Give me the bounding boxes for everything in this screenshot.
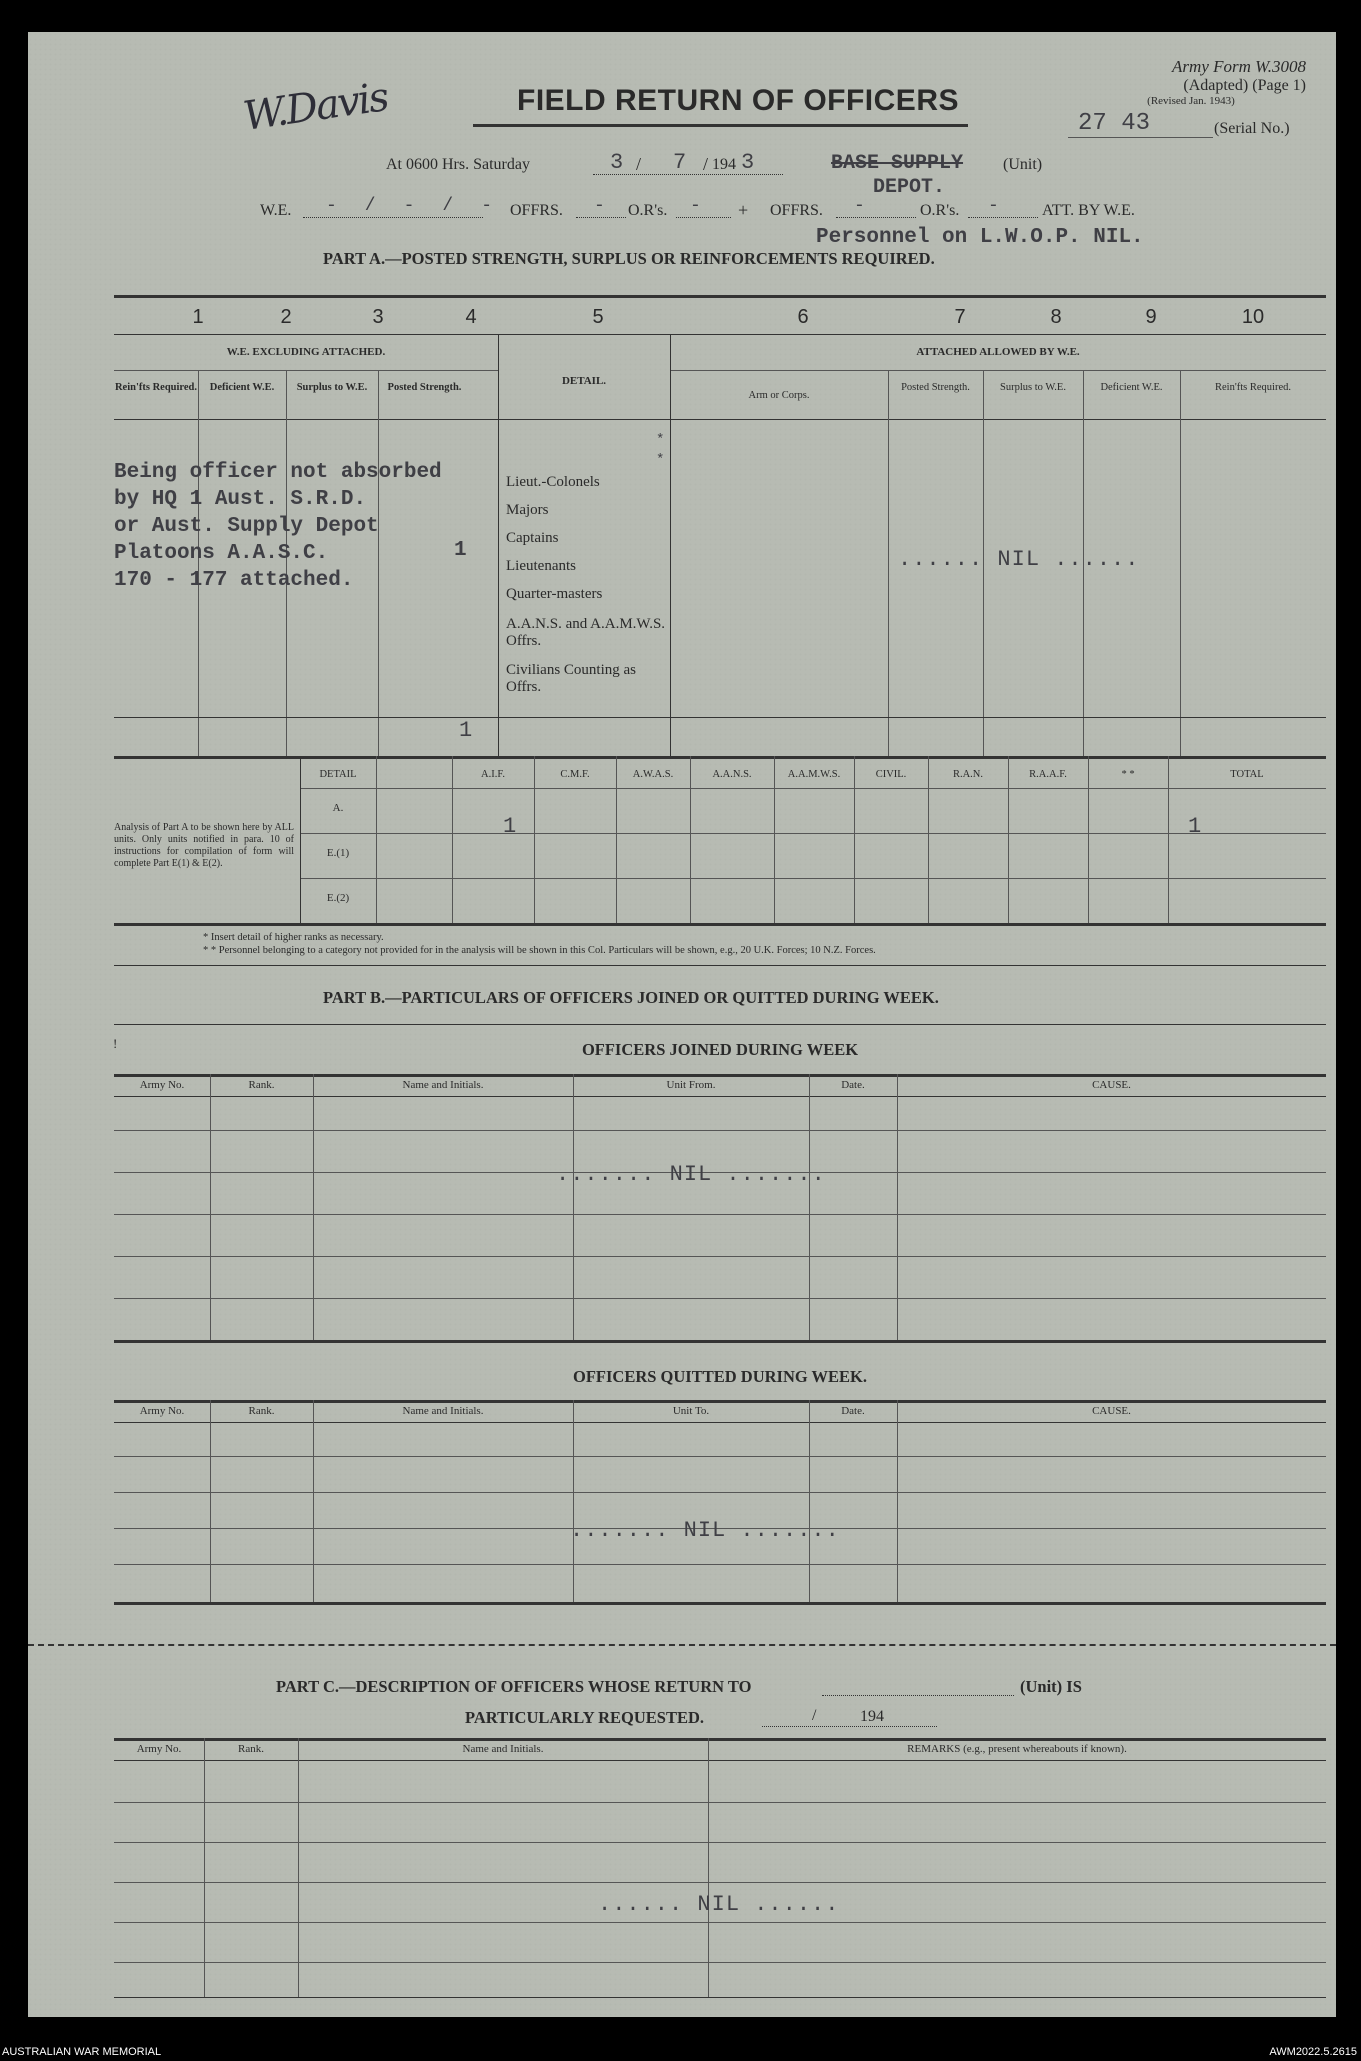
we-label: W.E. — [260, 202, 292, 219]
table-row-rule — [114, 1564, 1326, 1565]
part-a-left-header: Posted Strength. — [387, 382, 462, 393]
part-a-subheader-rule-right — [670, 370, 1326, 371]
table-column-line — [313, 1400, 314, 1602]
column-number: 6 — [797, 306, 809, 328]
column-number: 2 — [280, 306, 292, 328]
part-a-left-header: Surplus to W.E. — [296, 382, 368, 393]
part-a-stars: * * — [656, 432, 665, 468]
analysis-column-line — [1088, 756, 1089, 923]
table-bottom-rule — [114, 1997, 1326, 1998]
table-header-cell: Name and Initials. — [462, 1743, 544, 1755]
table-row-rule — [114, 1492, 1326, 1493]
rank-detail-item: Lieutenants — [506, 558, 576, 574]
analysis-column-line — [616, 756, 617, 923]
footer-left: AUSTRALIAN WAR MEMORIAL — [2, 2046, 162, 2058]
part-a-column-line — [888, 370, 889, 756]
table-header-cell: Date. — [841, 1079, 865, 1091]
part-a-total-rule — [114, 717, 1326, 718]
rank-detail-item: Captains — [506, 530, 559, 546]
ors-label-2: O.R's. — [920, 202, 960, 219]
analysis-header: A.I.F. — [481, 769, 505, 780]
column-number: 10 — [1241, 306, 1265, 328]
part-a-top-rule — [114, 295, 1326, 298]
table-column-line — [573, 1074, 574, 1340]
part-b-title-rule — [114, 1024, 1326, 1025]
table-header-cell: Name and Initials. — [402, 1079, 484, 1091]
quitted-nil: ....... NIL ....... — [570, 1518, 840, 1543]
table-column-line — [897, 1400, 898, 1602]
part-a-right-header: Surplus to W.E. — [1000, 382, 1066, 393]
part-a-left-header: Rein'fts Required. — [114, 382, 198, 393]
footnote-1: * Insert detail of higher ranks as necessary. — [203, 932, 384, 943]
table-header-cell: Date. — [841, 1405, 865, 1417]
part-c-dashed-separator — [28, 1644, 1336, 1646]
form-title: FIELD RETURN OF OFFICERS — [517, 84, 959, 117]
part-a-column-line — [1180, 370, 1181, 756]
table-header-cell: Rank. — [248, 1079, 275, 1091]
attachment-note: Being officer not absorbed by HQ 1 Aust. S.R.D. or Aust. Supply Depot Platoons A.A.S.C. 170 - 177 attached. — [114, 461, 442, 592]
rank-detail-item: Civilians Counting as Offrs. — [506, 662, 637, 695]
analysis-column-line — [774, 756, 775, 923]
part-a-left-header: Deficient W.E. — [209, 382, 275, 393]
table-top-rule — [114, 1400, 1326, 1403]
offrs-dash-2: - — [854, 196, 865, 216]
table-column-line — [210, 1400, 211, 1602]
joined-title: OFFICERS JOINED DURING WEEK — [581, 1040, 859, 1059]
part-c-line2-start: PARTICULARLY REQUESTED. — [465, 1708, 705, 1727]
ors-dash: - — [690, 196, 701, 216]
table-row-rule — [114, 1802, 1326, 1803]
table-top-rule — [114, 1738, 1326, 1741]
analysis-row-rule-1 — [300, 833, 1326, 834]
offrs-value-line-2 — [836, 204, 916, 218]
column-number: 3 — [372, 306, 384, 328]
table-bottom-rule — [114, 1602, 1326, 1605]
we-excluding-header: W.E. EXCLUDING ATTACHED. — [226, 346, 386, 358]
report-year-prefix: 194 — [712, 156, 736, 173]
table-row-rule — [114, 1922, 1326, 1923]
table-header-cell: CAUSE. — [1092, 1079, 1131, 1091]
analysis-column-line — [534, 756, 535, 923]
form-paper — [28, 32, 1336, 2017]
table-header-rule — [114, 1422, 1326, 1423]
table-header-cell: Rank. — [248, 1405, 275, 1417]
analysis-row-rule-2 — [300, 878, 1326, 879]
column-number: 1 — [192, 306, 204, 328]
analysis-bottom-rule — [114, 923, 1326, 926]
part-a-right-header: Deficient W.E. — [1100, 382, 1163, 393]
part-c-date-line — [762, 1711, 937, 1727]
footer-right: AWM2022.5.2615 — [1269, 2046, 1357, 2058]
part-a-right-header: Posted Strength. — [901, 382, 970, 393]
serial-underline — [1068, 137, 1213, 138]
part-a-right-header: Arm or Corps. — [748, 390, 810, 401]
report-month: 7 — [673, 150, 687, 175]
analysis-header: A.A.N.S. — [712, 769, 752, 780]
part-a-bottom-rule — [114, 756, 1326, 759]
part-a-subheader-rule-left — [114, 370, 498, 371]
analysis-header: R.A.N. — [952, 769, 984, 780]
table-row-rule — [114, 1130, 1326, 1131]
analysis-column-line — [690, 756, 691, 923]
ors-value-line-2 — [968, 204, 1038, 218]
table-header-rule — [114, 1096, 1326, 1097]
analysis-header: TOTAL — [1230, 769, 1264, 780]
table-column-line — [298, 1738, 299, 1997]
quitted-title: OFFICERS QUITTED DURING WEEK. — [573, 1367, 867, 1386]
column-number: 4 — [465, 306, 477, 328]
detail-header: DETAIL. — [561, 375, 607, 387]
column-number: 5 — [592, 306, 604, 328]
analysis-column-line — [452, 756, 453, 923]
table-column-line — [210, 1074, 211, 1340]
table-header-cell: Unit From. — [666, 1079, 716, 1091]
table-column-line — [573, 1400, 574, 1602]
unit-value-line2: DEPOT. — [873, 176, 946, 199]
rank-detail-item: A.A.N.S. and A.A.M.W.S. Offrs. — [506, 616, 666, 649]
table-column-line — [809, 1074, 810, 1340]
analysis-column-line — [854, 756, 855, 923]
revised-note: (Revised Jan. 1943) — [1147, 95, 1235, 107]
part-c-nil: ...... NIL ...... — [598, 1892, 840, 1917]
table-row-rule — [114, 1842, 1326, 1843]
table-row-rule — [114, 1256, 1326, 1257]
date-sep-1: / — [636, 154, 642, 174]
part-c-year-prefix: 194 — [860, 1708, 884, 1725]
serial-number-value: 27 43 — [1078, 110, 1151, 137]
offrs-label-2: OFFRS. — [770, 202, 823, 219]
plus-sign: + — [738, 200, 749, 220]
ors-label: O.R's. — [628, 202, 668, 219]
table-column-line — [204, 1738, 205, 1997]
table-row-rule — [114, 1962, 1326, 1963]
total-posted-strength: 1 — [459, 718, 473, 743]
part-c-unit-line — [822, 1680, 1014, 1696]
we-value: -/-/- — [326, 196, 521, 216]
part-a-title: PART A.—POSTED STRENGTH, SURPLUS OR REINFORCEMENTS REQUIRED. — [323, 249, 935, 268]
adapted-note: (Adapted) (Page 1) — [1183, 77, 1306, 94]
table-top-rule — [114, 1074, 1326, 1077]
analysis-header: DETAIL — [319, 769, 357, 780]
table-header-cell: CAUSE. — [1092, 1405, 1131, 1417]
part-a-column-line — [498, 334, 499, 756]
serial-label: (Serial No.) — [1214, 120, 1290, 137]
attached-nil: ...... NIL ...... — [898, 547, 1140, 572]
analysis-column-line — [1008, 756, 1009, 923]
report-day: 3 — [610, 150, 624, 175]
analysis-aif-a: 1 — [503, 814, 517, 839]
analysis-header: A.W.A.S. — [632, 769, 674, 780]
table-column-line — [897, 1074, 898, 1340]
lwop-note: Personnel on L.W.O.P. NIL. — [816, 226, 1144, 249]
offrs-label: OFFRS. — [510, 202, 563, 219]
table-header-rule — [114, 1760, 1326, 1761]
analysis-header: R.A.A.F. — [1029, 769, 1067, 780]
column-number: 8 — [1050, 306, 1062, 328]
table-row-rule — [114, 1214, 1326, 1215]
analysis-row-label: A. — [332, 802, 344, 814]
report-time: At 0600 Hrs. Saturday — [386, 156, 530, 173]
table-row-rule — [114, 1882, 1326, 1883]
table-header-cell: Name and Initials. — [402, 1405, 484, 1417]
table-row-rule — [114, 1456, 1326, 1457]
army-form-number: Army Form W.3008 — [1172, 57, 1306, 76]
rank-detail-item: Lieut.-Colonels — [506, 474, 600, 490]
signature: W.Davis — [240, 74, 391, 140]
rank-detail-item: Majors — [506, 502, 549, 518]
analysis-header: C.M.F. — [560, 769, 590, 780]
table-column-line — [708, 1738, 709, 1997]
table-column-line — [809, 1400, 810, 1602]
att-label: ATT. BY W.E. — [1042, 202, 1135, 219]
analysis-column-line — [1168, 756, 1169, 923]
table-header-cell: Rank. — [238, 1743, 264, 1755]
column-number: 7 — [954, 306, 966, 328]
part-c-date-sep: / — [812, 1707, 817, 1724]
analysis-row-label: E.(2) — [326, 892, 350, 904]
analysis-note: Analysis of Part A to be shown here by ALL units. Only units notified in para. 10 of instructions for compilation of form will complete Part E(1) & E(2). — [114, 822, 294, 869]
table-header-cell: REMARKS (e.g., present whereabouts if known). — [907, 1743, 1127, 1755]
part-a-header-bottom-rule — [114, 419, 1326, 420]
analysis-column-line — [928, 756, 929, 923]
table-bottom-rule — [114, 1340, 1326, 1343]
rank-detail-item: Quarter-masters — [506, 586, 603, 602]
analysis-column-line — [376, 756, 377, 923]
ors-dash-2: - — [988, 196, 999, 216]
analysis-header-rule — [300, 788, 1326, 789]
part-c-title-start: PART C.—DESCRIPTION OF OFFICERS WHOSE RETURN TO — [276, 1677, 752, 1696]
table-column-line — [313, 1074, 314, 1340]
analysis-row-label: E.(1) — [326, 847, 350, 859]
report-year-suffix: 3 — [741, 150, 755, 175]
analysis-header: CIVIL. — [875, 769, 907, 780]
part-b-mark: ! — [113, 1036, 118, 1051]
analysis-header: A.A.M.W.S. — [787, 769, 841, 780]
offrs-dash: - — [594, 196, 605, 216]
table-header-cell: Unit To. — [672, 1405, 710, 1417]
part-a-colnum-rule — [114, 334, 1326, 335]
table-header-cell: Army No. — [139, 1405, 185, 1417]
table-header-cell: Army No. — [136, 1743, 182, 1755]
footnote-2: * * Personnel belonging to a category not provided for in the analysis will be shown in this Col. Particulars will be shown, e.g., 20 U.K. Forces; 10 N.Z. Forces. — [203, 945, 876, 956]
analysis-header: * * — [1121, 769, 1135, 780]
part-c-title-end: (Unit) IS — [1020, 1677, 1082, 1696]
table-header-cell: Army No. — [139, 1079, 185, 1091]
table-row-rule — [114, 1298, 1326, 1299]
analysis-total-a: 1 — [1188, 814, 1202, 839]
part-a-right-header: Rein'fts Required. — [1215, 382, 1291, 393]
date-sep-2: / — [703, 154, 709, 174]
attached-allowed-header: ATTACHED ALLOWED BY W.E. — [916, 346, 1080, 358]
unit-label: (Unit) — [1003, 156, 1043, 173]
joined-nil: ....... NIL ....... — [556, 1162, 826, 1187]
unit-value: BASE SUPPLY — [831, 152, 964, 175]
ors-value-line — [676, 204, 731, 218]
captains-posted-strength: 1 — [454, 539, 467, 562]
title-underline — [473, 124, 968, 127]
part-b-title: PART B.—PARTICULARS OF OFFICERS JOINED OR QUITTED DURING WEEK. — [323, 988, 939, 1007]
column-number: 9 — [1145, 306, 1157, 328]
footnote-rule — [114, 965, 1326, 966]
